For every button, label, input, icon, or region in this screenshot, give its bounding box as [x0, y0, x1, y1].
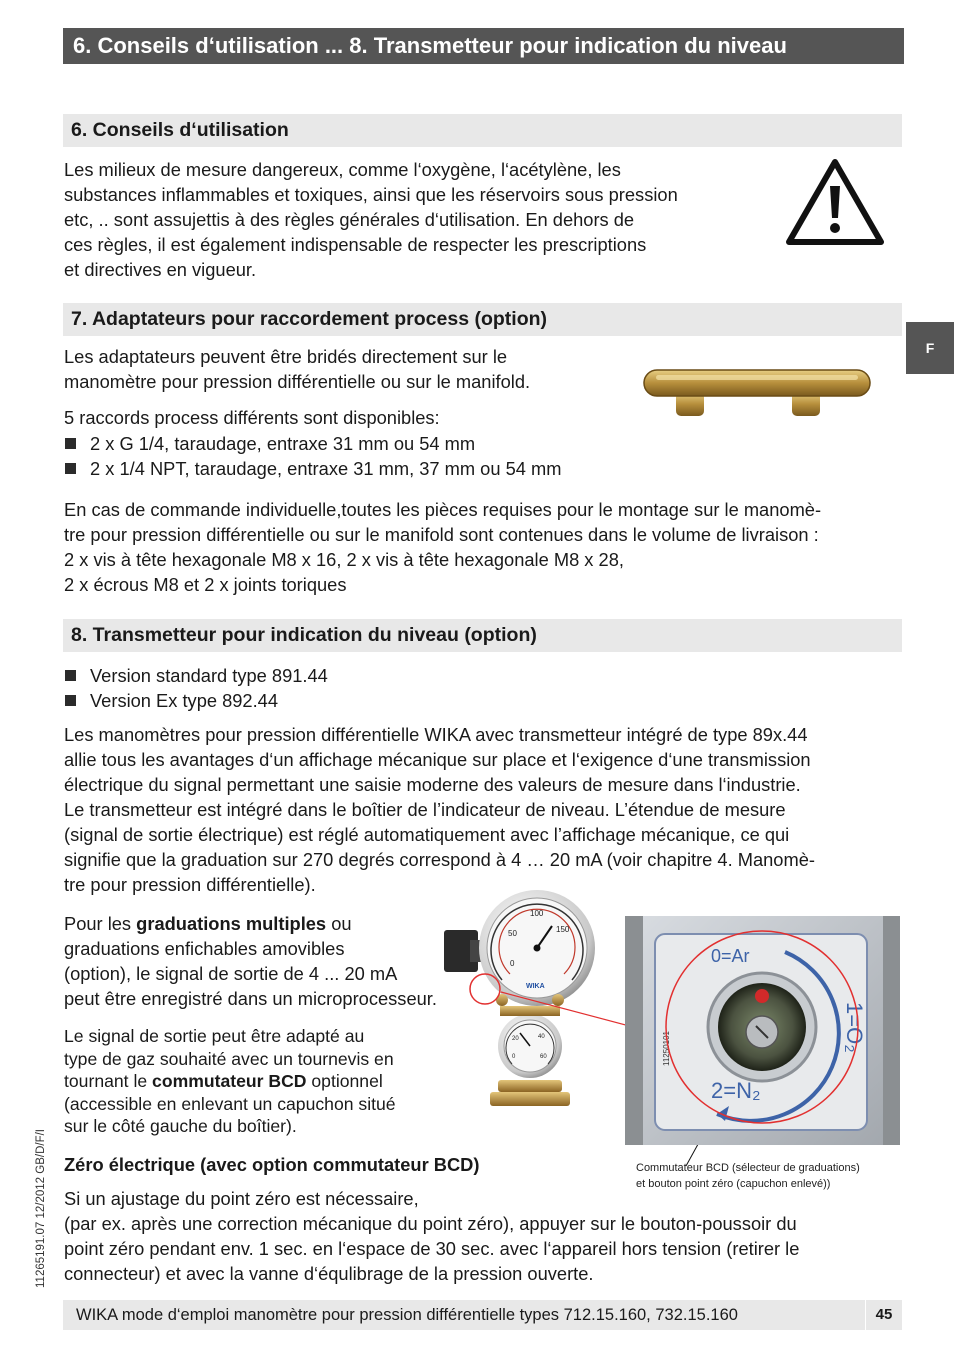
- small-gauge-scale-label: 0: [512, 1054, 516, 1060]
- text-line: tre pour pression différentielle ou sur le manifold sont contenues dans le volume de livraison :: [64, 524, 819, 545]
- text-line: Le signal de sortie peut être adapté au: [64, 1026, 365, 1046]
- text-line: électrique du signal permettant une saisie moderne des valeurs de mesure dans l‘industrie.: [64, 774, 801, 795]
- page-number: 45: [866, 1300, 902, 1330]
- text-line: connecteur) et avec la vanne d‘équlibrage de la pression ouverte.: [64, 1263, 594, 1284]
- text-line: Pour les graduations multiples ou: [64, 913, 352, 934]
- bcd-switch-photo: [625, 916, 900, 1145]
- adapter-flange-image: [642, 364, 872, 420]
- text-line: 2 x vis à tête hexagonale M8 x 16, 2 x vis à tête hexagonale M8 x 28,: [64, 549, 624, 570]
- text-line: graduations enfichables amovibles: [64, 938, 345, 959]
- text-line: ces règles, il est également indispensable de respecter les prescriptions: [64, 234, 647, 255]
- text-line: (signal de sortie électrique) est réglé automatiquement avec l’affichage mécanique, ce qui: [64, 824, 790, 845]
- text-line: peut être enregistré dans un microprocesseur.: [64, 988, 437, 1009]
- text-line: Les manomètres pour pression différentielle WIKA avec transmetteur intégré de type 89x.44: [64, 724, 808, 745]
- small-gauge-scale-label: 40: [538, 1034, 545, 1040]
- text-line: (accessible en enlevant un capuchon situé: [64, 1093, 396, 1114]
- warning-triangle-icon: [785, 156, 885, 246]
- section-7-heading: 7. Adaptateurs pour raccordement process (option): [63, 303, 902, 336]
- bullet-square-icon: [65, 695, 76, 706]
- bullet-square-icon: [65, 438, 76, 449]
- text-line: sur le côté gauche du boîtier).: [64, 1116, 297, 1136]
- photo-label-o2: 1=O₂: [842, 1002, 867, 1053]
- text-line: (par ex. après une correction mécanique du point zéro), appuyer sur le bouton-poussoir du: [64, 1213, 797, 1234]
- gas-type-text: [64, 1025, 396, 1138]
- gauge-scale-label: 0: [510, 959, 515, 968]
- bullet-square-icon: [65, 463, 76, 474]
- bullet-item: Version standard type 891.44: [65, 663, 328, 688]
- text-line: 2 x écrous M8 et 2 x joints toriques: [64, 574, 347, 595]
- text-line: Si un ajustage du point zéro est nécessaire,: [64, 1188, 419, 1209]
- bullet-square-icon: [65, 670, 76, 681]
- section-7-intro: [64, 344, 530, 394]
- footer-text: WIKA mode d‘emploi manomètre pour pression différentielle types 712.15.160, 732.15.160: [63, 1300, 865, 1330]
- photo-label-code: 11250101: [662, 1031, 671, 1066]
- section-8-body: [64, 722, 815, 897]
- bullet-item: 2 x G 1/4, taraudage, entraxe 31 mm ou 54 mm: [65, 431, 475, 456]
- bullet-item: Version Ex type 892.44: [65, 688, 278, 713]
- text-line: et directives en vigueur.: [64, 259, 257, 280]
- text-line: etc, .. sont assujettis à des règles générales d‘utilisation. En dehors de: [64, 209, 635, 230]
- text-line: Les milieux de mesure dangereux, comme l‘oxygène, l‘acétylène, les: [64, 159, 621, 180]
- section-6-body: [64, 157, 678, 282]
- photo-label-n2: 2=N₂: [711, 1078, 761, 1103]
- text-line: type de gaz souhaité avec un tournevis en: [64, 1048, 394, 1069]
- text-line: point zéro pendant env. 1 sec. en l‘espace de 30 sec. avec l‘appareil hors tension (retirer le: [64, 1238, 800, 1259]
- document-code: 11265191.07 12/2012 GB/D/F/I: [35, 1129, 47, 1288]
- text-line: allie tous les avantages d‘un affichage mécanique sur place et l‘exigence d‘une transmission: [64, 749, 811, 770]
- section-7-available: 5 raccords process différents sont disponibles:: [64, 407, 440, 428]
- small-gauge-scale-label: 60: [540, 1054, 547, 1060]
- text-line: En cas de commande individuelle,toutes les pièces requises pour le montage sur le manomè-: [64, 499, 822, 520]
- section-8-heading: 8. Transmetteur pour indication du niveau (option): [63, 619, 902, 652]
- caption-line: et bouton point zéro (capuchon enlevé)): [636, 1178, 831, 1190]
- photo-label-ar: 0=Ar: [711, 946, 750, 966]
- text-line: Les adaptateurs peuvent être bridés directement sur le: [64, 346, 508, 367]
- text-line: (option), le signal de sortie de 4 ... 20 mA: [64, 963, 398, 984]
- caption-line: Commutateur BCD (sélecteur de graduations): [636, 1162, 860, 1174]
- section-6-heading: 6. Conseils d‘utilisation: [63, 114, 902, 147]
- section-7-order-text: [64, 497, 821, 597]
- gauge-brand-label: WIKA: [526, 983, 545, 990]
- text-line: Le transmetteur est intégré dans le boîtier de l’indicateur de niveau. L’étendue de mesure: [64, 799, 786, 820]
- gauge-scale-label: 150: [556, 925, 570, 934]
- text-line: tre pour pression différentielle).: [64, 874, 316, 895]
- bullet-item: 2 x 1/4 NPT, taraudage, entraxe 31 mm, 37 mm ou 54 mm: [65, 456, 561, 481]
- language-tab: F: [906, 322, 954, 374]
- text-line: tournant le commutateur BCD optionnel: [64, 1071, 383, 1091]
- page-header: 6. Conseils d‘utilisation ... 8. Transmetteur pour indication du niveau: [63, 28, 904, 64]
- gauge-scale-label: 50: [508, 929, 517, 938]
- text-line: manomètre pour pression différentielle ou sur le manifold.: [64, 371, 531, 392]
- multi-graduation-text: [64, 911, 437, 1011]
- zero-body: [64, 1186, 799, 1286]
- text-line: substances inflammables et toxiques, ainsi que les réservoirs sous pression: [64, 184, 678, 205]
- gauge-scale-label: 100: [530, 909, 544, 918]
- zero-heading: Zéro électrique (avec option commutateur BCD): [64, 1154, 480, 1175]
- text-line: signifie que la graduation sur 270 degrés correspond à 4 … 20 mA (voir chapitre 4. Manomè-: [64, 849, 815, 870]
- small-gauge-scale-label: 20: [512, 1036, 519, 1042]
